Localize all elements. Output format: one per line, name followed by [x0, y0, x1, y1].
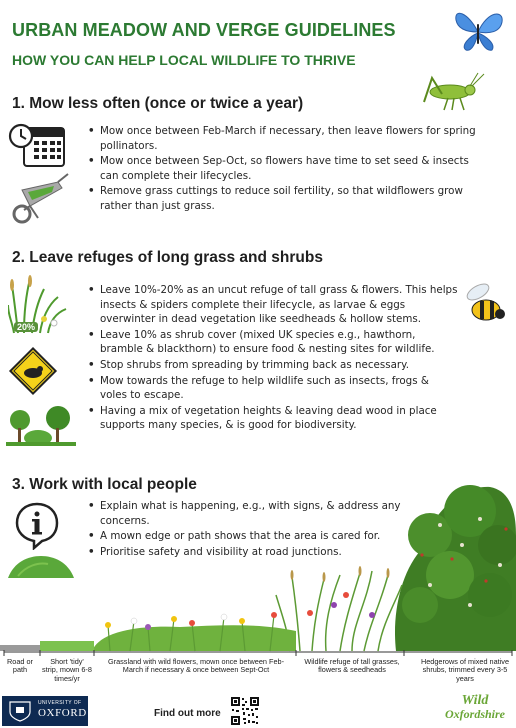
list-item: • Prioritise safety and visibility at road junctions.	[88, 545, 408, 560]
oxford-logo-big-text: OXFORD	[38, 707, 87, 719]
refuges-bullet-list	[88, 283, 458, 434]
mow-less-bullet-list	[88, 124, 483, 215]
list-item: • Mow towards the refuge to help wildlife such as insects, frogs & voles to escape.	[88, 374, 458, 403]
university-of-oxford-logo	[2, 696, 88, 726]
zone-label-grassland: Grassland with wild flowers, mown once between Feb-March if necessary & once between Sept-Oct	[107, 657, 284, 675]
list-item: • Mow once between Sep-Oct, so flowers have time to set seed & insects can complete their lifecycles.	[88, 154, 483, 183]
grasshopper-icon	[420, 72, 486, 116]
list-item: • Leave 10%-20% as an uncut refuge of tall grass & flowers. This helps insects & spiders complete their lifecycle, as larvae & eggs overwinter in dead vegetation like seedheads & hollow stems.	[88, 283, 458, 327]
section-heading-refuges: 2. Leave refuges of long grass and shrubs	[12, 249, 323, 266]
section-heading-mow-less: 1. Mow less often (once or twice a year)	[12, 95, 304, 112]
page-subtitle: HOW YOU CAN HELP LOCAL WILDLIFE TO THRIVE	[12, 52, 356, 68]
wild-oxfordshire-logo	[436, 694, 514, 721]
page-title: URBAN MEADOW AND VERGE GUIDELINES	[12, 20, 396, 40]
calendar-clock-icon	[8, 122, 66, 168]
list-item: • Explain what is happening, e.g., with signs, & address any concerns.	[88, 499, 408, 528]
trees-shrubs-icon	[6, 404, 76, 450]
bumblebee-icon	[460, 282, 508, 326]
wheelbarrow-icon	[8, 172, 70, 230]
find-out-more-label: Find out more	[154, 708, 221, 719]
list-item: • Mow once between Feb-March if necessary, then leave flowers for spring pollinators.	[88, 124, 483, 153]
wild-oxfordshire-logo-line2: Oxfordshire	[444, 707, 505, 721]
section-heading-local-people: 3. Work with local people	[12, 476, 197, 493]
list-item: • Stop shrubs from spreading by trimming back as necessary.	[88, 358, 458, 373]
wild-oxfordshire-logo-line1: Wild	[461, 693, 489, 708]
verge-landscape-illustration	[0, 455, 516, 653]
zone-label-short-strip: Short 'tidy' strip, mown 6-8 times/yr	[42, 657, 92, 683]
zone-label-refuge: Wildlife refuge of tall grasses, flowers & seedheads	[304, 657, 400, 675]
qr-code-icon[interactable]	[230, 696, 260, 726]
zone-label-hedgerow: Hedgerows of mixed native shrubs, trimmed every 3-5 years	[420, 657, 509, 683]
list-item: • A mown edge or path shows that the area is cared for.	[88, 529, 408, 544]
list-item: • Leave 10% as shrub cover (mixed UK species e.g., hawthorn, bramble & blackthorn) to ensure food & nesting sites for wildlife.	[88, 328, 458, 357]
list-item: • Having a mix of vegetation heights & leaving dead wood in place supports many species, & is good for biodiversity.	[88, 404, 458, 433]
oxford-crest-icon	[8, 700, 32, 722]
toad-warning-sign-icon	[8, 346, 58, 396]
list-item: • Remove grass cuttings to reduce soil fertility, so that wildflowers grow rather than just grass.	[88, 184, 483, 213]
butterfly-icon	[450, 6, 508, 58]
zone-label-road: Road or path	[7, 657, 33, 675]
oxford-logo-small-text: UNIVERSITY OF	[38, 700, 82, 706]
grass-percent-badge: 20%	[14, 322, 38, 332]
